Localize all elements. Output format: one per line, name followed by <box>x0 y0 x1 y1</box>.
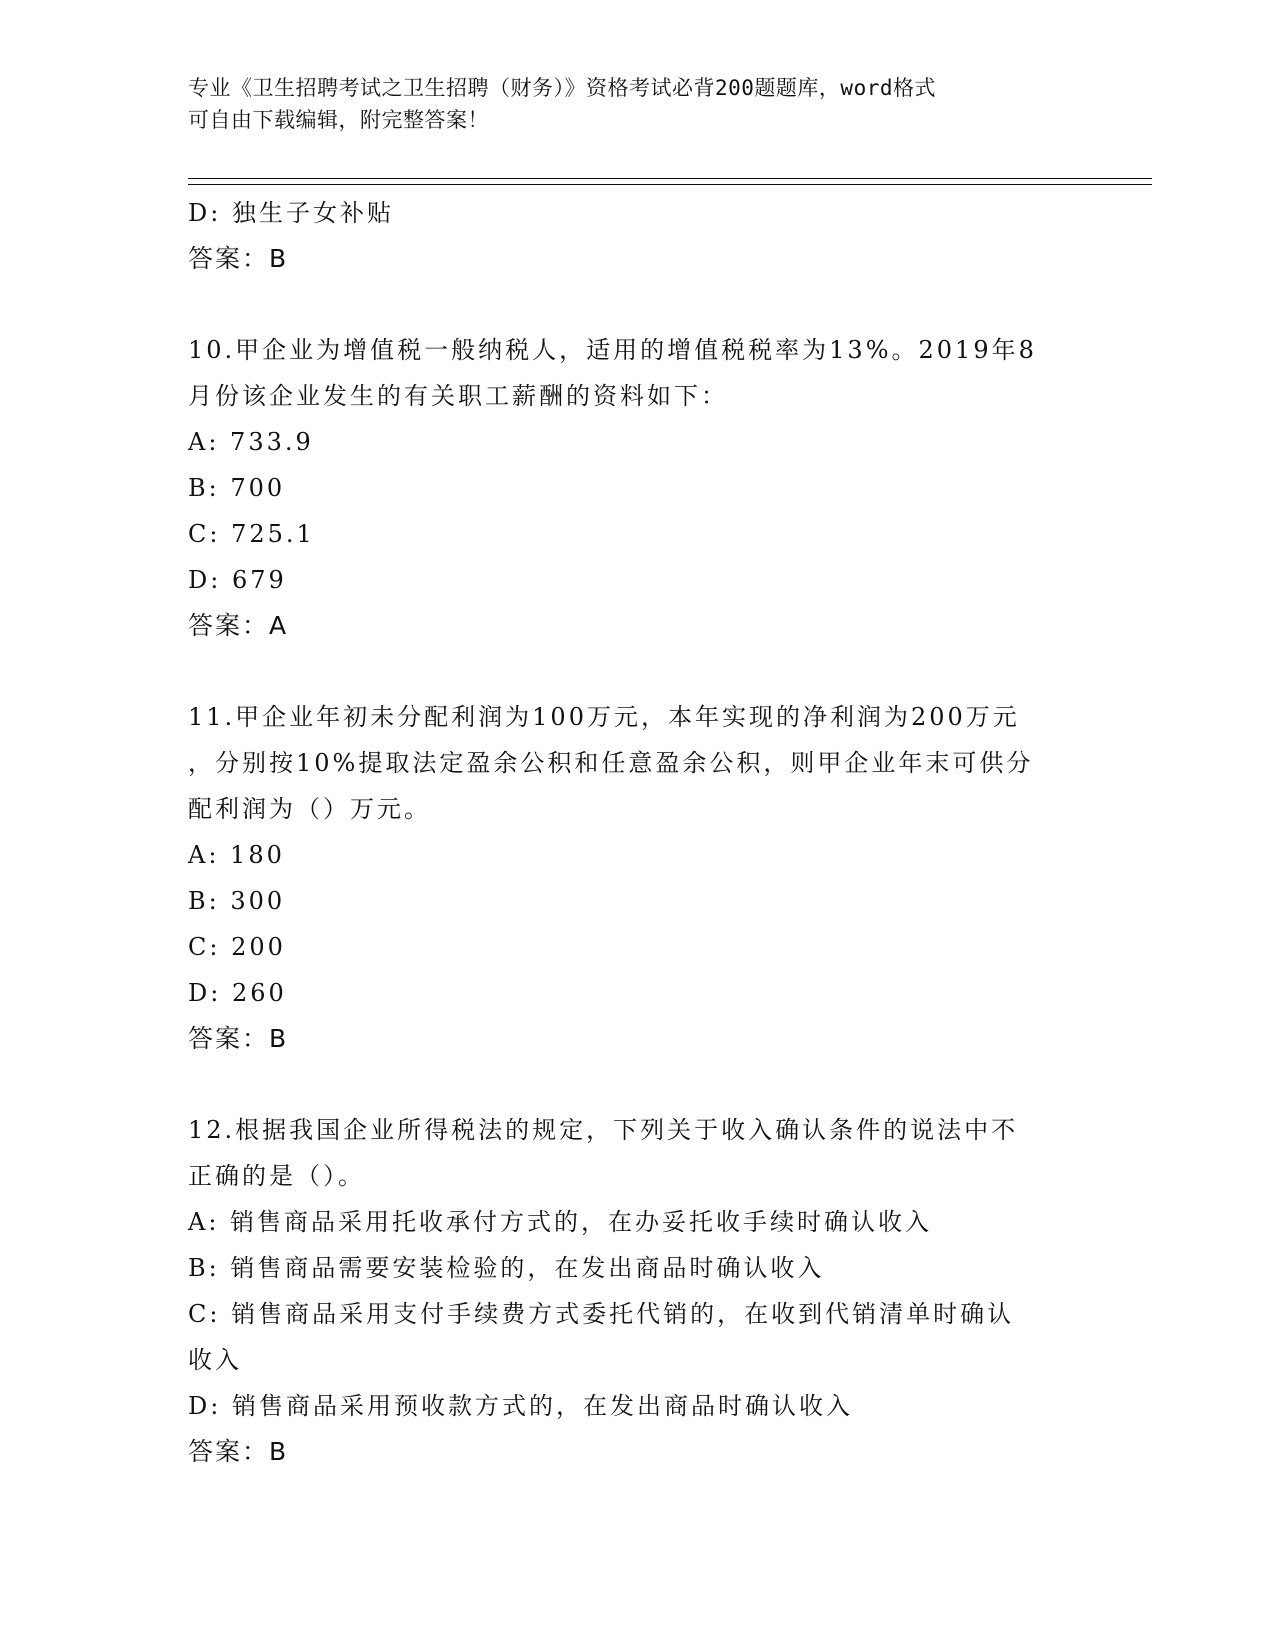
header-divider-bottom <box>188 184 1152 185</box>
option-d: D: 679 <box>188 566 287 594</box>
answer-label: 答案：B <box>188 244 289 273</box>
question-stem: 11.甲企业年初未分配利润为100万元，本年实现的净利润为200万元 <box>188 703 1020 731</box>
option-a: A: 销售商品采用托收承付方式的，在办妥托收手续时确认收入 <box>188 1208 933 1236</box>
option-d: D: 独生子女补贴 <box>188 199 394 227</box>
question-9-tail <box>188 190 1088 282</box>
option-d: D: 销售商品采用预收款方式的，在发出商品时确认收入 <box>188 1392 853 1420</box>
question-stem: 12.根据我国企业所得税法的规定，下列关于收入确认条件的说法中不 <box>188 1116 1019 1144</box>
header-title-line-2: 可自由下载编辑，附完整答案！ <box>188 108 489 132</box>
option-c: C: 销售商品采用支付手续费方式委托代销的，在收到代销清单时确认 <box>188 1300 1015 1328</box>
option-d: D: 260 <box>188 979 287 1007</box>
question-stem: 配利润为（）万元。 <box>188 795 431 823</box>
document-header <box>188 72 1068 136</box>
option-c-continued: 收入 <box>188 1346 242 1374</box>
answer-label: 答案：B <box>188 1024 289 1053</box>
question-stem: 正确的是（）。 <box>188 1162 365 1190</box>
header-title-line-1: 专业《卫生招聘考试之卫生招聘（财务）》资格考试必背200题题库，word格式 <box>188 76 936 100</box>
option-a: A: 180 <box>188 841 285 869</box>
question-12 <box>188 1107 1088 1475</box>
option-b: B: 300 <box>188 887 286 915</box>
option-b: B: 销售商品需要安装检验的，在发出商品时确认收入 <box>188 1254 825 1282</box>
question-list <box>188 190 1088 1475</box>
spacer <box>188 649 1088 694</box>
answer-label: 答案：A <box>188 611 289 640</box>
option-c: C: 200 <box>188 933 286 961</box>
answer-label: 答案：B <box>188 1437 289 1466</box>
spacer <box>188 282 1088 327</box>
option-a: A: 733.9 <box>188 428 314 456</box>
question-stem: 月份该企业发生的有关职工薪酬的资料如下： <box>188 382 728 410</box>
option-b: B: 700 <box>188 474 286 502</box>
question-stem: ，分别按10%提取法定盈余公积和任意盈余公积，则甲企业年末可供分 <box>188 749 1034 777</box>
question-stem: 10.甲企业为增值税一般纳税人，适用的增值税税率为13%。2019年8 <box>188 336 1037 364</box>
question-11 <box>188 694 1088 1062</box>
option-c: C: 725.1 <box>188 520 315 548</box>
spacer <box>188 1062 1088 1107</box>
question-10 <box>188 327 1088 649</box>
header-divider-top <box>188 178 1152 179</box>
